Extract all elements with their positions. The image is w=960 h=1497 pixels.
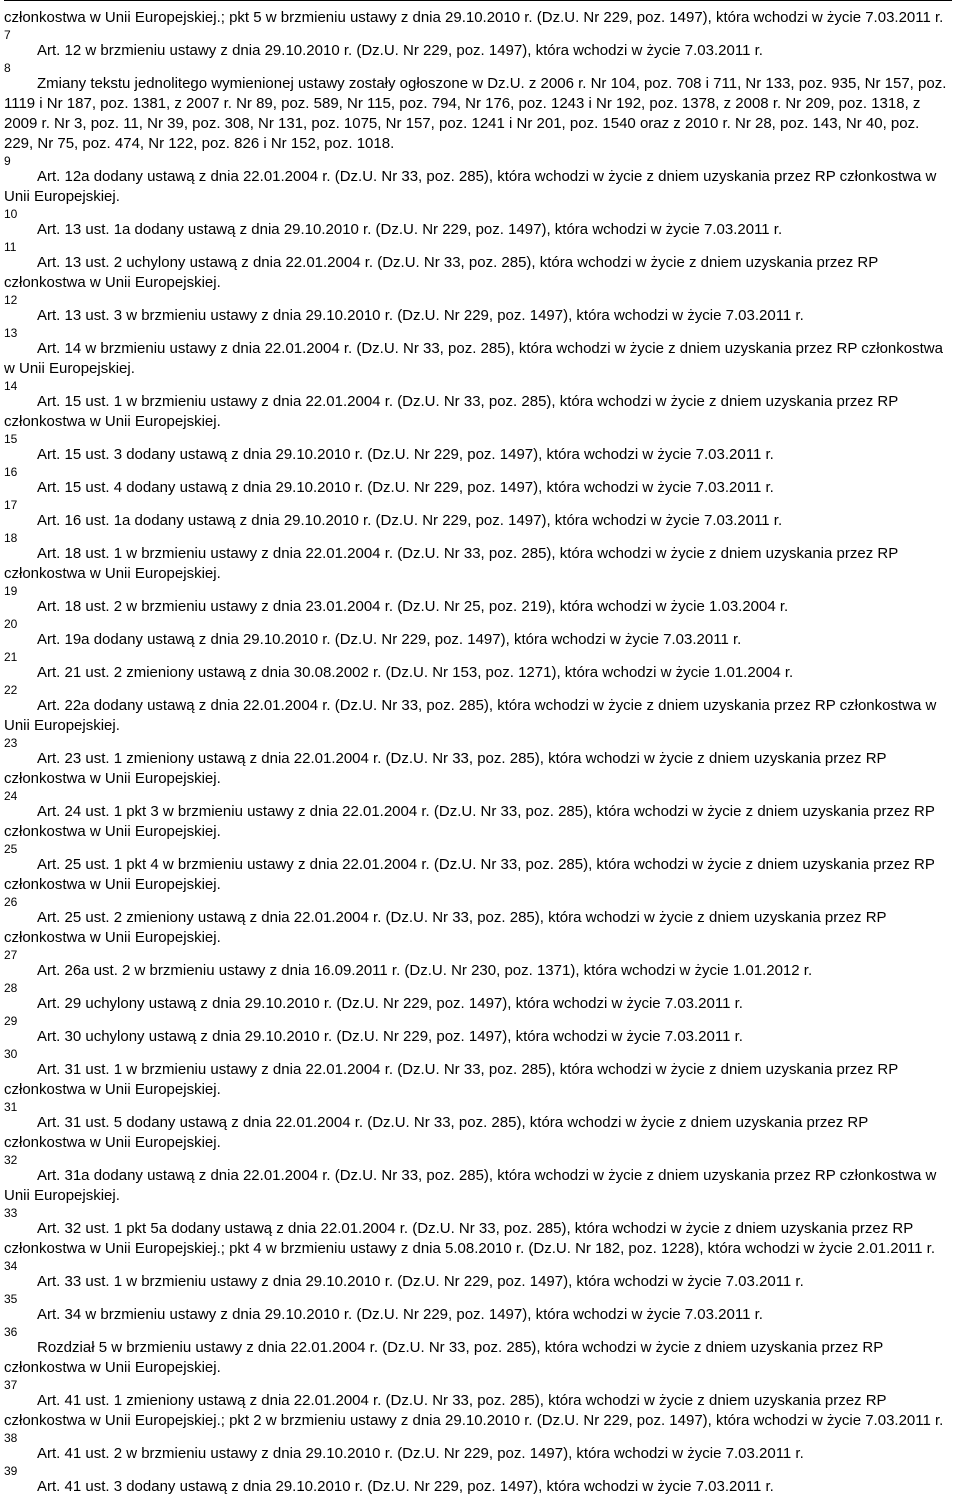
footnote-number: 22 xyxy=(4,683,18,697)
footnote-text: Art. 15 ust. 4 dodany ustawą z dnia 29.10.2010 r. (Dz.U. Nr 229, poz. 1497), która wchodzi w życie 7.03.2011 r. xyxy=(37,479,774,496)
footnote-text: Art. 26a ust. 2 w brzmieniu ustawy z dnia 16.09.2011 r. (Dz.U. Nr 230, poz. 1371), która wchodzi w życie 1.01.2012 r. xyxy=(37,962,813,979)
footnote-text: Art. 31a dodany ustawą z dnia 22.01.2004 r. (Dz.U. Nr 33, poz. 285), która wchodzi w życie z dniem uzyskania przez RP członkostwa w Unii Europejskiej. xyxy=(4,1167,937,1204)
footnote-number: 39 xyxy=(4,1464,18,1478)
footnote-item xyxy=(4,895,952,948)
footnote-text: Art. 16 ust. 1a dodany ustawą z dnia 29.10.2010 r. (Dz.U. Nr 229, poz. 1497), która wchodzi w życie 7.03.2011 r. xyxy=(37,512,783,529)
footnote-number: 38 xyxy=(4,1431,18,1445)
footnote-number: 13 xyxy=(4,326,18,340)
footnote-item xyxy=(4,531,952,584)
footnote-number: 7 xyxy=(4,28,11,42)
footnote-text: Art. 34 w brzmieniu ustawy z dnia 29.10.2010 r. (Dz.U. Nr 229, poz. 1497), która wchodzi w życie 7.03.2011 r. xyxy=(37,1306,763,1323)
footnote-item xyxy=(4,8,952,28)
footnote-item xyxy=(4,617,952,650)
footnote-text: Art. 13 ust. 3 w brzmieniu ustawy z dnia 29.10.2010 r. (Dz.U. Nr 229, poz. 1497), która wchodzi w życie 7.03.2011 r. xyxy=(37,307,804,324)
footnote-text: Art. 21 ust. 2 zmieniony ustawą z dnia 30.08.2002 r. (Dz.U. Nr 153, poz. 1271), która wchodzi w życie 1.01.2004 r. xyxy=(37,664,794,681)
footnote-text: Art. 24 ust. 1 pkt 3 w brzmieniu ustawy z dnia 22.01.2004 r. (Dz.U. Nr 33, poz. 285), która wchodzi w życie z dniem uzyskania przez RP członkostwa w Unii Europejskiej. xyxy=(4,803,935,840)
footnote-item xyxy=(4,1378,952,1431)
footnote-text: Art. 14 w brzmieniu ustawy z dnia 22.01.2004 r. (Dz.U. Nr 33, poz. 285), która wchodzi w życie z dniem uzyskania przez RP członkostwa w Unii Europejskiej. xyxy=(4,340,943,377)
footnote-text: Rozdział 5 w brzmieniu ustawy z dnia 22.01.2004 r. (Dz.U. Nr 33, poz. 285), która wchodzi w życie z dniem uzyskania przez RP członkostwa w Unii Europejskiej. xyxy=(4,1339,883,1376)
footnote-item xyxy=(4,28,952,61)
footnote-item xyxy=(4,61,952,154)
footnote-text: Art. 25 ust. 1 pkt 4 w brzmieniu ustawy z dnia 22.01.2004 r. (Dz.U. Nr 33, poz. 285), która wchodzi w życie z dniem uzyskania przez RP członkostwa w Unii Europejskiej. xyxy=(4,856,935,893)
footnote-number: 10 xyxy=(4,207,18,221)
footnote-number: 16 xyxy=(4,465,18,479)
footnote-item xyxy=(4,1259,952,1292)
footnote-text: Art. 18 ust. 1 w brzmieniu ustawy z dnia 22.01.2004 r. (Dz.U. Nr 33, poz. 285), która wchodzi w życie z dniem uzyskania przez RP członkostwa w Unii Europejskiej. xyxy=(4,545,898,582)
footnote-text: Art. 12a dodany ustawą z dnia 22.01.2004 r. (Dz.U. Nr 33, poz. 285), która wchodzi w życie z dniem uzyskania przez RP członkostwa w Unii Europejskiej. xyxy=(4,168,937,205)
footnote-number: 29 xyxy=(4,1014,18,1028)
footnote-number: 33 xyxy=(4,1206,18,1220)
footnote-item xyxy=(4,1431,952,1464)
footnote-text: Art. 33 ust. 1 w brzmieniu ustawy z dnia 29.10.2010 r. (Dz.U. Nr 229, poz. 1497), która wchodzi w życie 7.03.2011 r. xyxy=(37,1273,804,1290)
footnote-text: Art. 18 ust. 2 w brzmieniu ustawy z dnia 23.01.2004 r. (Dz.U. Nr 25, poz. 219), która wchodzi w życie 1.03.2004 r. xyxy=(37,598,789,615)
footnote-text: Art. 30 uchylony ustawą z dnia 29.10.2010 r. (Dz.U. Nr 229, poz. 1497), która wchodzi w życie 7.03.2011 r. xyxy=(37,1028,743,1045)
footnote-text: Art. 32 ust. 1 pkt 5a dodany ustawą z dnia 22.01.2004 r. (Dz.U. Nr 33, poz. 285), która wchodzi w życie z dniem uzyskania przez RP członkostwa w Unii Europejskiej.; pkt 4 w brzmieniu ustawy z dnia 5.08.2010 r. (Dz.U. Nr 182, poz. 1228), która wchodzi w życie 2.01.2011 r. xyxy=(4,1220,935,1257)
footnote-item xyxy=(4,736,952,789)
footnote-number: 12 xyxy=(4,293,18,307)
footnote-text: Art. 29 uchylony ustawą z dnia 29.10.2010 r. (Dz.U. Nr 229, poz. 1497), która wchodzi w życie 7.03.2011 r. xyxy=(37,995,743,1012)
footnote-text: Art. 13 ust. 1a dodany ustawą z dnia 29.10.2010 r. (Dz.U. Nr 229, poz. 1497), która wchodzi w życie 7.03.2011 r. xyxy=(37,221,783,238)
footnote-number: 11 xyxy=(4,240,17,254)
footnote-item xyxy=(4,842,952,895)
footnote-item xyxy=(4,1153,952,1206)
footnote-item xyxy=(4,154,952,207)
footnote-text: Art. 41 ust. 1 zmieniony ustawą z dnia 22.01.2004 r. (Dz.U. Nr 33, poz. 285), która wchodzi w życie z dniem uzyskania przez RP członkostwa w Unii Europejskiej.; pkt 2 w brzmieniu ustawy z dnia 29.10.2010 r. (Dz.U. Nr 229, poz. 1497), która wchodzi w życie 7.03.2011 r. xyxy=(4,1392,944,1429)
footnote-number: 27 xyxy=(4,948,18,962)
footnote-item xyxy=(4,207,952,240)
footnote-item xyxy=(4,498,952,531)
footnote-number: 34 xyxy=(4,1259,18,1273)
footnote-item xyxy=(4,432,952,465)
footnote-item xyxy=(4,1292,952,1325)
footnote-text: Art. 15 ust. 3 dodany ustawą z dnia 29.10.2010 r. (Dz.U. Nr 229, poz. 1497), która wchodzi w życie 7.03.2011 r. xyxy=(37,446,774,463)
footnote-number: 37 xyxy=(4,1378,18,1392)
footnote-text: Art. 31 ust. 1 w brzmieniu ustawy z dnia 22.01.2004 r. (Dz.U. Nr 33, poz. 285), która wchodzi w życie z dniem uzyskania przez RP członkostwa w Unii Europejskiej. xyxy=(4,1061,898,1098)
footnote-item xyxy=(4,584,952,617)
footnote-item xyxy=(4,1100,952,1153)
footnote-text: Art. 22a dodany ustawą z dnia 22.01.2004 r. (Dz.U. Nr 33, poz. 285), która wchodzi w życie z dniem uzyskania przez RP członkostwa w Unii Europejskiej. xyxy=(4,697,937,734)
footnote-list xyxy=(4,8,952,1497)
footnote-text: Art. 41 ust. 2 w brzmieniu ustawy z dnia 29.10.2010 r. (Dz.U. Nr 229, poz. 1497), która wchodzi w życie 7.03.2011 r. xyxy=(37,1445,804,1462)
footnote-text: członkostwa w Unii Europejskiej.; pkt 5 w brzmieniu ustawy z dnia 29.10.2010 r. (Dz.U. Nr 229, poz. 1497), która wchodzi w życie 7.03.2011 r. xyxy=(4,9,944,26)
footnote-item xyxy=(4,683,952,736)
footnote-item xyxy=(4,379,952,432)
footnote-item xyxy=(4,1206,952,1259)
footnote-text: Zmiany tekstu jednolitego wymienionej ustawy zostały ogłoszone w Dz.U. z 2006 r. Nr 104, poz. 708 i 711, Nr 133, poz. 935, Nr 157, poz. 1119 i Nr 187, poz. 1381, z 2007 r. Nr 89, poz. 589, Nr 115, poz. 794, Nr 176, poz. 1243 i Nr 192, poz. 1378, z 2008 r. Nr 209, poz. 1318, z 2009 r. Nr 3, poz. 11, Nr 39, poz. 308, Nr 131, poz. 1075, Nr 157, poz. 1241 i Nr 201, poz. 1540 oraz z 2010 r. Nr 28, poz. 143, Nr 40, poz. 229, Nr 75, poz. 474, Nr 122, poz. 826 i Nr 152, poz. 1018. xyxy=(4,75,947,152)
footnote-text: Art. 13 ust. 2 uchylony ustawą z dnia 22.01.2004 r. (Dz.U. Nr 33, poz. 285), która wchodzi w życie z dniem uzyskania przez RP członkostwa w Unii Europejskiej. xyxy=(4,254,878,291)
footnote-item xyxy=(4,1014,952,1047)
footnote-text: Art. 25 ust. 2 zmieniony ustawą z dnia 22.01.2004 r. (Dz.U. Nr 33, poz. 285), która wchodzi w życie z dniem uzyskania przez RP członkostwa w Unii Europejskiej. xyxy=(4,909,887,946)
footnote-number: 18 xyxy=(4,531,18,545)
footnote-number: 23 xyxy=(4,736,18,750)
footnote-separator xyxy=(4,0,952,1)
footnote-text: Art. 31 ust. 5 dodany ustawą z dnia 22.01.2004 r. (Dz.U. Nr 33, poz. 285), która wchodzi w życie z dniem uzyskania przez RP członkostwa w Unii Europejskiej. xyxy=(4,1114,868,1151)
footnote-number: 8 xyxy=(4,61,11,75)
footnote-number: 24 xyxy=(4,789,18,803)
footnote-item xyxy=(4,1464,952,1497)
footnote-item xyxy=(4,948,952,981)
footnote-item xyxy=(4,1047,952,1100)
footnote-text: Art. 12 w brzmieniu ustawy z dnia 29.10.2010 r. (Dz.U. Nr 229, poz. 1497), która wchodzi w życie 7.03.2011 r. xyxy=(37,42,763,59)
footnote-text: Art. 15 ust. 1 w brzmieniu ustawy z dnia 22.01.2004 r. (Dz.U. Nr 33, poz. 285), która wchodzi w życie z dniem uzyskania przez RP członkostwa w Unii Europejskiej. xyxy=(4,393,898,430)
footnote-number: 19 xyxy=(4,584,18,598)
footnote-item xyxy=(4,240,952,293)
footnote-item xyxy=(4,1325,952,1378)
footnote-text: Art. 19a dodany ustawą z dnia 29.10.2010 r. (Dz.U. Nr 229, poz. 1497), która wchodzi w życie 7.03.2011 r. xyxy=(37,631,742,648)
footnote-number: 31 xyxy=(4,1100,18,1114)
footnote-item xyxy=(4,326,952,379)
footnote-number: 17 xyxy=(4,498,18,512)
footnote-number: 30 xyxy=(4,1047,18,1061)
footnote-number: 36 xyxy=(4,1325,18,1339)
footnote-number: 14 xyxy=(4,379,18,393)
footnote-number: 9 xyxy=(4,154,11,168)
footnote-text: Art. 23 ust. 1 zmieniony ustawą z dnia 22.01.2004 r. (Dz.U. Nr 33, poz. 285), która wchodzi w życie z dniem uzyskania przez RP członkostwa w Unii Europejskiej. xyxy=(4,750,887,787)
footnote-number: 21 xyxy=(4,650,18,664)
footnote-number: 32 xyxy=(4,1153,18,1167)
footnote-item xyxy=(4,981,952,1014)
footnote-number: 15 xyxy=(4,432,18,446)
footnote-number: 25 xyxy=(4,842,18,856)
footnote-number: 35 xyxy=(4,1292,18,1306)
footnote-item xyxy=(4,650,952,683)
footnote-number: 20 xyxy=(4,617,18,631)
footnote-item xyxy=(4,465,952,498)
footnote-text: Art. 41 ust. 3 dodany ustawą z dnia 29.10.2010 r. (Dz.U. Nr 229, poz. 1497), która wchodzi w życie 7.03.2011 r. xyxy=(37,1478,774,1495)
footnote-item xyxy=(4,789,952,842)
footnote-number: 26 xyxy=(4,895,18,909)
footnote-item xyxy=(4,293,952,326)
footnote-number: 28 xyxy=(4,981,18,995)
